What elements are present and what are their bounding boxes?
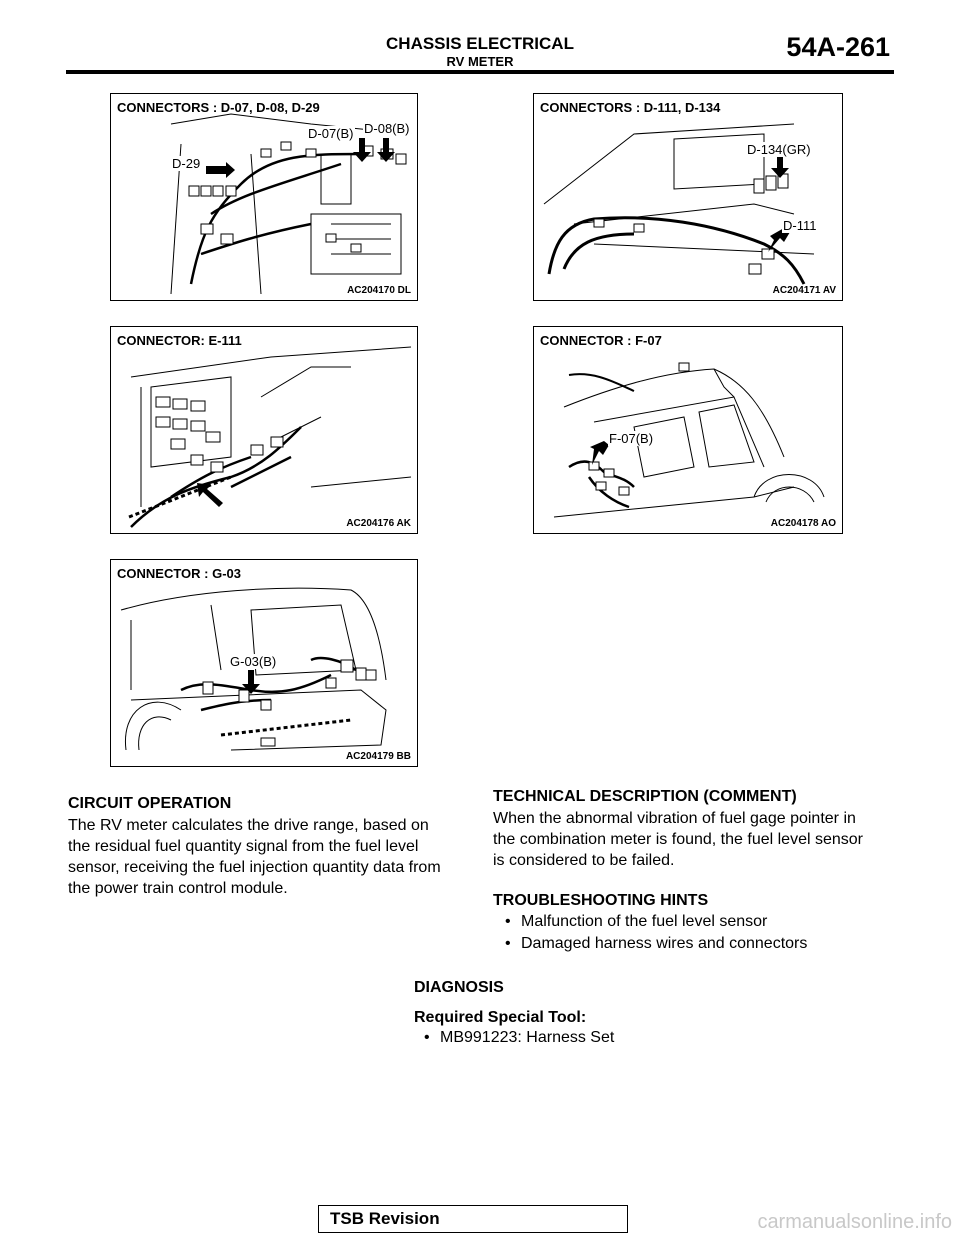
figure-code: AC204178 AO — [770, 518, 836, 529]
text-line: sensor, receiving the fuel injection quantity data from — [68, 859, 441, 876]
callout-label: F-07(B) — [609, 431, 654, 446]
bullet-icon: • — [505, 913, 511, 930]
harness-illustration — [111, 327, 417, 533]
callout-label: D-07(B) — [308, 126, 354, 141]
text-line: When the abnormal vibration of fuel gage pointer in — [493, 810, 856, 827]
list-item-text: MB991223: Harness Set — [440, 1029, 615, 1046]
technical-description-heading: TECHNICAL DESCRIPTION (COMMENT) — [493, 788, 797, 805]
text-line: the residual fuel quantity signal from the fuel level — [68, 838, 419, 855]
callout-label: D-134(GR) — [747, 142, 811, 157]
list-item-text: Damaged harness wires and connectors — [521, 935, 808, 952]
list-item — [505, 933, 905, 955]
figure-connectors-d111-d134 — [533, 93, 843, 301]
section-title: CHASSIS ELECTRICAL — [386, 34, 574, 53]
header-rule — [66, 70, 894, 74]
figure-code: AC204176 AK — [346, 518, 411, 529]
figure-connector-e111 — [110, 326, 418, 534]
figure-connector-f07 — [533, 326, 843, 534]
harness-illustration — [534, 94, 842, 300]
bullet-icon: • — [424, 1029, 430, 1046]
vehicle-illustration — [534, 327, 842, 533]
figure-title: CONNECTORS : D-07, D-08, D-29 — [117, 100, 320, 115]
figure-title: CONNECTOR : F-07 — [540, 333, 662, 348]
list-item-text: Malfunction of the fuel level sensor — [521, 913, 768, 930]
figure-code: AC204171 AV — [772, 285, 836, 296]
callout-label: G-03(B) — [230, 654, 277, 669]
tsb-revision-label: TSB Revision — [330, 1209, 440, 1228]
section-subtitle: RV METER — [446, 54, 514, 69]
figure-code: AC204179 BB — [345, 751, 411, 762]
figure-title: CONNECTORS : D-111, D-134 — [540, 100, 721, 115]
figure-connectors-d07-d08-d29 — [110, 93, 418, 301]
callout-label: D-111 — [783, 218, 817, 233]
figure-title: CONNECTOR : G-03 — [117, 566, 241, 581]
text-line: the combination meter is found, the fuel level sensor — [493, 831, 863, 848]
text-line: The RV meter calculates the drive range, based on — [68, 817, 429, 834]
diagnosis-heading: DIAGNOSIS — [414, 979, 504, 996]
required-tool-list — [424, 1027, 824, 1049]
troubleshooting-hints-heading: TROUBLESHOOTING HINTS — [493, 892, 709, 909]
text-line: is considered to be failed. — [493, 852, 675, 869]
required-tool-heading: Required Special Tool: — [414, 1009, 587, 1026]
list-item — [424, 1027, 824, 1049]
circuit-operation-heading: CIRCUIT OPERATION — [68, 795, 232, 812]
bullet-icon: • — [505, 935, 511, 952]
watermark: carmanualsonline.info — [757, 1211, 952, 1233]
technical-description-text — [493, 808, 903, 871]
text-line: the power train control module. — [68, 880, 288, 897]
troubleshooting-hints-list — [505, 911, 905, 955]
circuit-operation-text — [68, 815, 478, 899]
list-item — [505, 911, 905, 933]
figure-connector-g03 — [110, 559, 418, 767]
callout-label: D-29 — [172, 156, 201, 171]
callout-label: D-08(B) — [364, 121, 410, 136]
page-number: 54A-261 — [786, 32, 890, 62]
figure-code: AC204170 DL — [347, 285, 411, 296]
figure-title: CONNECTOR: E-111 — [117, 333, 242, 348]
